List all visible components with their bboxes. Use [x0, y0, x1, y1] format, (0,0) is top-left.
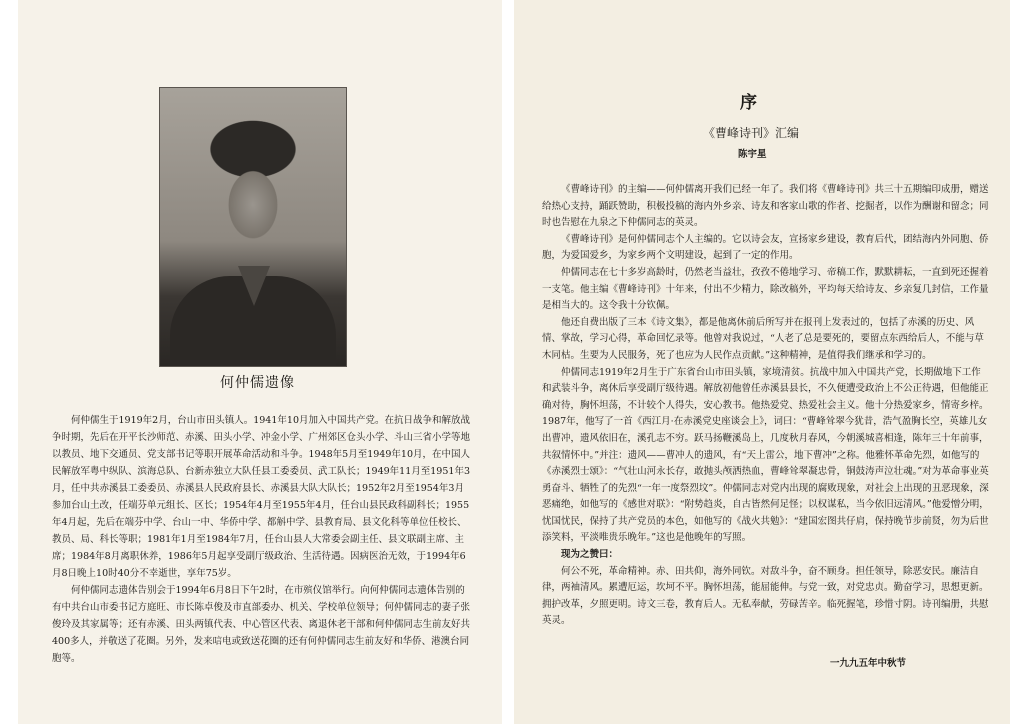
- portrait-photo: [159, 87, 347, 367]
- preface-paragraph: 仲儒同志1919年2月生于广东省台山市田头镇，家境清贫。抗战中加入中国共产党，长期做地下工作和武装斗争，离休后享受副厅级待遇。解放初他曾任赤溪县县长，不久便遭受政治上不公正待遇，但他能正确对待，胸怀坦荡，不计较个人得失，安心教书。他热爱党、热爱社会主义。他十分热爱家乡，情寄乡梓。1987年，他写了一首《西江月·在赤溪党史座谈会上》，词曰：“曹峰耸翠今犹昔，浩气盈胸长空，英雄儿女出曹冲，遗风依旧在，溪孔志不穷。跃马扬鞭溪岛上，几度秋月春风，今朝溪城喜相逢，陈年三十年前事，共叙情怀中。”并注：遗风——曹冲人的遗风，有“天上雷公，地下曹冲”之称。他雅怀革命先烈，如他写的《赤溪烈士颂》：“气壮山河永长存，敢抛头颅洒热血，曹峰耸翠凝忠骨，铜鼓涛声泣壮魂。”对为革命事业英勇奋斗、牺牲了的先烈“一年一度祭烈坟”。仲儒同志对党内出现的腐败现象，对社会上出现的丑恶现象，深恶痛绝，如他写的《感世对联》：“附势趋炎，自古皆然何足怪；以权谋私，当今依旧远清风。”他爱憎分明，忧国忧民，保持了共产党员的本色，如他写的《战火共勉》：“建国宏图共仔肩，保持晚节步前贤，勿为后世添笑料，平淡唯贵乐晚年。”这也是他晚年的写照。: [542, 366, 989, 544]
- right-page: [514, 0, 1010, 724]
- preface-body: [542, 182, 990, 630]
- preface-subtitle: 《曹峰诗刊》汇编: [703, 126, 800, 140]
- preface-paragraph: 仲儒同志在七十多岁高龄时，仍然老当益壮，孜孜不倦地学习、帝稿工作，默默耕耘，一直到死还握着一支笔。他主编《曹峰诗刊》十年来，付出不少精力，除改稿外，平均每天给诗友、乡亲复几封信，工作量是相当大的。这令我十分钦佩。: [542, 266, 989, 312]
- preface-title: 序: [740, 93, 757, 113]
- photo-caption: 何仲儒遗像: [220, 375, 295, 391]
- preface-date: 一九九五年中秋节: [830, 658, 907, 669]
- preface-paragraph: 他还自费出版了三本《诗文集》，都是他离休前后所写并在报刊上发表过的，包括了赤溪的历史、风情、掌故，学习心得，革命回忆录等。他曾对我说过，“人老了总是要死的，要留点东西给后人，不能与草木同枯。生要为人民服务，死了也应为人民作点贡献。”这种精神，是值得我们继承和学习的。: [542, 316, 984, 361]
- preface-paragraph: 《曹峰诗刊》是何仲儒同志个人主编的。它以诗会友，宣扬家乡建设，教育后代，团结海内外同胞、侨胞，为爱国爱乡，为家乡两个文明建设，起到了一定的作用。: [542, 233, 989, 262]
- biography-paragraph: 何仲儒生于1919年2月，台山市田头镇人。1941年10月加入中国共产党。在抗日战争和解放战争时期，先后在开平长沙师范、赤溪、田头小学、冲金小学、广州郊区仓头小学、斗山三省小学等地以教员、地下交通员、党支部书记等职开展革命活动和斗争。1948年5月至1949年10月，在中国人民解放军粤中纵队、滨海总队、台新赤独立大队任县工委委员、武工队长；1949年11月至1951年3月，任中共赤溪县工委委员、赤溪县人民政府县长、赤溪县大队大队长；1952年2月至1954年3月参加台山土改，任端芬单元组长、区长；1954年4月至1955年4月，任台山县民政科副科长；1955年4月起，先后在端芬中学、台山一中、华侨中学、都斛中学、县教育局、县文化科等单位任校长、教员、局、科长等职；1981年1月至1984年7月，任台山县人大常委会副主任、县文联副主席、主席；1984年8月离职休养，1986年5月起享受副厅级政治、生活待遇。因病医治无效，于1994年6月8日晚上10时40分不幸逝世，享年75岁。: [52, 415, 471, 579]
- funeral-paragraph: 何仲儒同志遗体告别会于1994年6月8日下午2时，在市殡仪馆举行。向何仲儒同志遗体告别的有中共台山市委书记方庭旺、市长陈卓俊及市直部委办、机关、学校单位领导；何仲儒同志的妻子张俊玲及其家属等；还有赤溪、田头两镇代表、中心管区代表、离退休老干部和何仲儒同志生前友好共400多人，并敬送了花圈。另外，发来唁电或致送花圈的还有何仲儒同志生前友好和华侨、港澳台同胞等。: [52, 585, 471, 664]
- left-page: [18, 0, 502, 724]
- tribute-text: 何公不死，革命精神。赤、田共仰，海外同钦。对敌斗争，奋不顾身。担任领导，除恶安民。廉洁自律，两袖清风。累遭厄运，坎坷不平。胸怀坦荡，能屈能伸。与党一致，对党忠贞。勤奋学习，思想更新。拥护改革，夕照更明。诗文三卷，教育后人。无私奉献，劳碌苦辛。临死握笔，珍惜寸阴。诗刊编册，共慰英灵。: [542, 565, 989, 627]
- biography-text: [52, 412, 472, 667]
- tribute-heading: 现为之赞曰：: [561, 549, 619, 561]
- preface-paragraph: 《曹峰诗刊》的主编——何仲儒离开我们已经一年了。我们将《曹峰诗刊》共三十五期编印成册，赠送给热心支持，踊跃赞助，积极投稿的海内外乡亲、诗友和客家山歌的作者、挖掘者，以作为酬谢和留念；同时也告慰在九泉之下仲儒同志的英灵。: [542, 184, 989, 229]
- preface-author: 陈宇星: [738, 149, 767, 160]
